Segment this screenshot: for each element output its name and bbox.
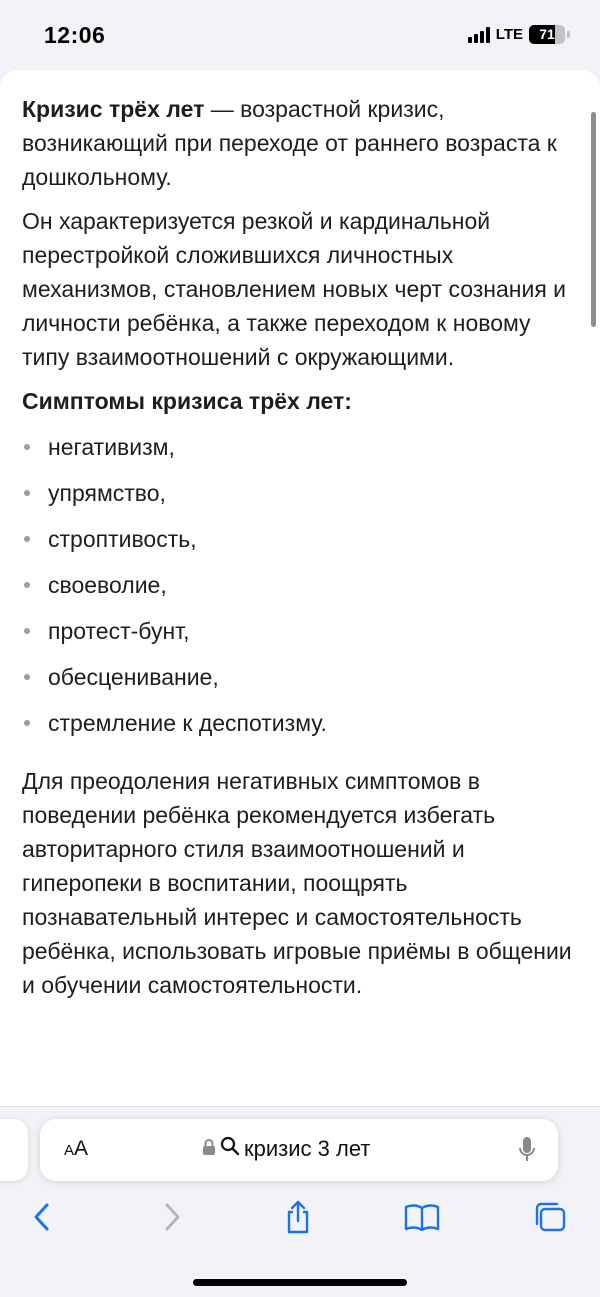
list-item-text: обесценивание, [48,664,219,690]
home-indicator[interactable] [193,1279,407,1286]
battery-percent: 71 [539,26,555,42]
list-item [22,706,582,752]
list-item [22,522,582,568]
scroll-indicator[interactable] [591,112,596,327]
back-button[interactable] [22,1197,62,1237]
aa-large: A [74,1137,89,1160]
bullet-icon [24,674,30,680]
bullet-icon [24,536,30,542]
book-icon [403,1202,441,1232]
microphone-icon[interactable] [518,1135,536,1170]
list-item-text: упрямство, [48,480,166,506]
bullet-icon [24,628,30,634]
tabs-icon [532,1200,568,1234]
address-bar[interactable] [40,1119,558,1181]
browser-bottom-bar [0,1106,600,1297]
previous-tab-preview[interactable] [0,1119,28,1181]
signal-icon [468,27,490,43]
list-item-text: строптивость, [48,526,197,552]
list-item-text: своеволие, [48,572,167,598]
battery-icon [529,25,565,44]
url-display[interactable] [202,1136,370,1162]
web-content[interactable] [0,70,600,1106]
search-query: кризис 3 лет [244,1136,371,1161]
intro-term: Кризис трёх лет [22,96,205,122]
aa-small: A [64,1142,75,1159]
bullet-icon [24,444,30,450]
network-type: LTE [495,26,523,43]
status-indicators [468,25,570,44]
list-item-text: протест-бунт, [48,618,190,644]
bullet-icon [24,582,30,588]
status-time: 12:06 [44,22,106,48]
list-item-text: стремление к деспотизму. [48,710,327,736]
chevron-right-icon [162,1202,182,1232]
list-item [22,660,582,706]
list-item [22,614,582,660]
share-icon [283,1199,313,1235]
description-paragraph: Он характеризуется резкой и кардинальной перестройкой сложившихся личностных механизмов, становлением новых черт сознания и личности ребёнка, а также переходом к новому типу взаимоотношений с окружающими. [22,208,567,370]
share-button[interactable] [278,1197,318,1237]
reader-settings-button[interactable] [64,1137,88,1161]
list-item [22,568,582,614]
article [22,92,582,1012]
status-bar [0,0,600,70]
list-item [22,476,582,522]
bullet-icon [24,490,30,496]
intro-text: — возрастной кризис, возникающий при переходе от раннего возраста к дошкольному. [22,96,557,190]
lock-icon [202,1136,216,1162]
advice-paragraph: Для преодоления негативных симптомов в поведении ребёнка рекомендуется избегать авторитарного стиля взаимоотношений и гиперопеки в воспитании, поощрять познавательный интерес и самостоятельность ребёнка, использовать игровые приёмы в общении и обучении самостоятельности. [22,768,572,998]
bookmarks-button[interactable] [402,1197,442,1237]
bullet-icon [24,720,30,726]
tabs-button[interactable] [530,1197,570,1237]
list-item [22,430,582,476]
intro-paragraph [22,92,582,194]
list-item-text: негативизм, [48,434,175,460]
search-icon [220,1136,240,1162]
battery-cap [567,31,570,38]
browser-toolbar [0,1197,600,1243]
forward-button[interactable] [152,1197,192,1237]
chevron-left-icon [32,1202,52,1232]
symptoms-list [22,430,582,752]
symptoms-heading: Симптомы кризиса трёх лет: [22,388,352,414]
